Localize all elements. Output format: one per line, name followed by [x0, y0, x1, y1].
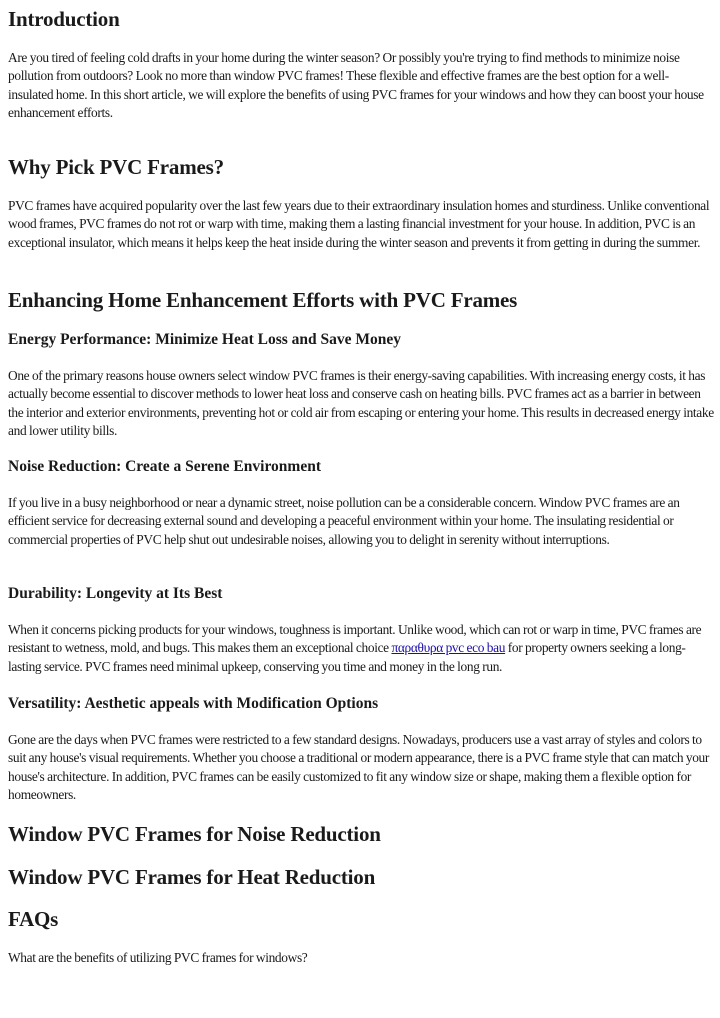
paragraph-why-pick: PVC frames have acquired popularity over the last few years due to their extraordinary insulation homes and sturdiness. Unlike conventional wood frames, PVC frames do not rot or warp with time, making them a lasting financial investment for your house. In addition, PVC is an exceptional insulator, which means it helps keep the heat inside during the winter season and prevents it from getting in during the summer. [8, 198, 710, 250]
heading-why-pick: Why Pick PVC Frames? [8, 155, 224, 179]
paragraph-durability [8, 621, 714, 676]
durability-text-before: When it concerns picking products for your windows, toughness is important. Unlike wood, which can rot or warp in time, PVC frames are resistant to wetness, mold, and bugs. This makes them an exceptional choice [8, 622, 702, 656]
paragraph-introduction: Are you tired of feeling cold drafts in your home during the winter season? Or possibly you're trying to find methods to minimize noise pollution from outdoors? Look no more than window PVC frames! These flexible and effective frames are the best option for a well-insulated home. In this short article, we will explore the benefits of using PVC frames for your windows and how they can boost your house enhancement efforts. [8, 50, 704, 120]
paragraph-noise-reduction: If you live in a busy neighborhood or near a dynamic street, noise pollution can be a considerable concern. Window PVC frames are an efficient service for decreasing external sound and developing a peaceful environment within your home. The insulating residential or commercial properties of PVC help shut out undesirable noises, allowing you to delight in serenity without interruptions. [8, 495, 680, 547]
heading-heat-section: Window PVC Frames for Heat Reduction [8, 865, 376, 889]
eco-bau-link[interactable]: παραθυρα pvc eco bau [391, 640, 506, 656]
heading-enhancing: Enhancing Home Enhancement Efforts with PVC Frames [8, 288, 518, 312]
heading-noise-section: Window PVC Frames for Noise Reduction [8, 822, 381, 846]
heading-introduction: Introduction [8, 7, 120, 31]
heading-noise-reduction: Noise Reduction: Create a Serene Environment [8, 458, 321, 475]
heading-faqs: FAQs [8, 907, 59, 931]
heading-energy-performance: Energy Performance: Minimize Heat Loss and Save Money [8, 331, 402, 348]
faq-question-1: What are the benefits of utilizing PVC frames for windows? [8, 950, 308, 965]
heading-durability: Durability: Longevity at Its Best [8, 585, 223, 602]
durability-text-after: for property owners seeking a long-lasting service. PVC frames need minimal upkeep, conserving you time and money in the long run. [8, 640, 686, 674]
paragraph-versatility: Gone are the days when PVC frames were restricted to a few standard designs. Nowadays, producers use a vast array of styles and colors to suit any house's visual requirements. Whether you choose a traditional or modern appearance, there is a PVC frame style that can match your house's architecture. In addition, PVC frames can be easily customized to fit any window size or shape, making them a flexible option for homeowners. [8, 732, 710, 802]
paragraph-energy-performance: One of the primary reasons house owners select window PVC frames is their energy-saving capabilities. With increasing energy costs, it has actually become essential to discover methods to lower heat loss and conserve cash on heating bills. PVC frames act as a barrier in between the interior and exterior environments, preventing hot or cold air from escaping or entering your home. This results in decreased energy intake and lower utility bills. [8, 368, 714, 438]
heading-versatility: Versatility: Aesthetic appeals with Modification Options [8, 695, 379, 712]
